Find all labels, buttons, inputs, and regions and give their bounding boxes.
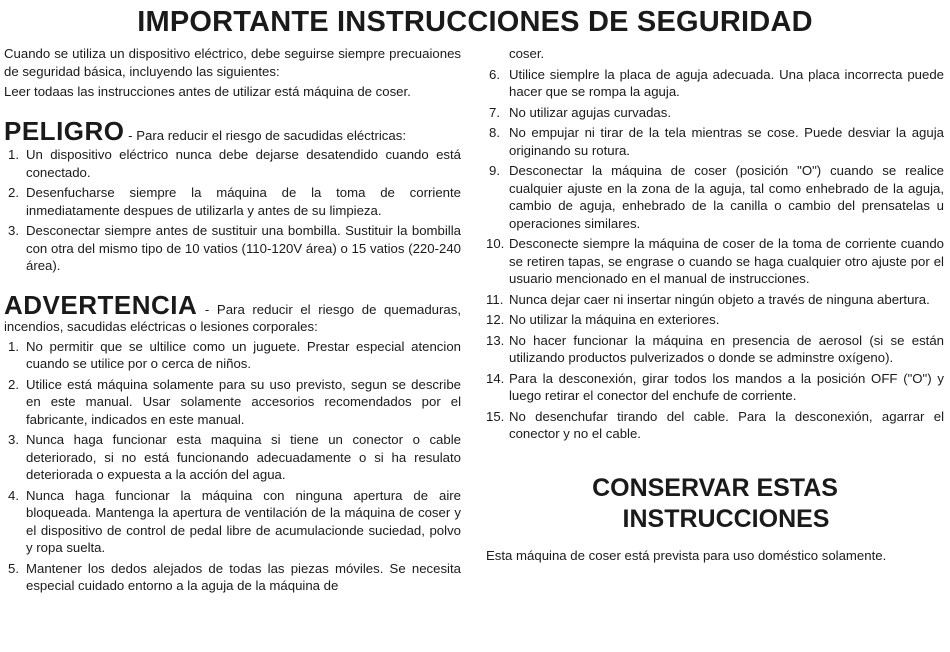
advertencia-subtitle: - Para reducir el riesgo de quemaduras, incendios, sacudidas eléctricas o lesiones corporales: — [4, 301, 461, 334]
item-text: Para la desconexión, girar todos los mandos a la posición OFF ("O") y luego retirar el conector del enchufe de corriente. — [509, 370, 944, 403]
item-number: 12. — [486, 312, 505, 327]
item-text: No utilizar la máquina en exteriores. — [509, 312, 720, 327]
item-text: No hacer funcionar la máquina en presencia de aerosol (si se están utilizando productos pulverizados o donde se adminstre oxígeno). — [509, 332, 944, 365]
right-column — [486, 45, 944, 567]
item-number: 15. — [486, 408, 505, 424]
list-item — [4, 560, 461, 595]
list-item — [486, 332, 944, 367]
list-item — [4, 487, 461, 557]
advertencia-list — [4, 338, 461, 595]
item-text: Nunca dejar caer ni insertar ningún objeto a través de ninguna abertura. — [509, 291, 930, 307]
list-item — [486, 235, 944, 288]
peligro-subtitle: - Para reducir el riesgo de sacudidas eléctricas: — [124, 127, 406, 143]
conservar-line-1: CONSERVAR ESTAS — [592, 473, 838, 502]
item-number: 3. — [8, 223, 19, 238]
list-item — [486, 66, 944, 101]
item-text: Mantener los dedos alejados de todas las piezas móviles. Se necesita especial cuidado entorno a la aguja de la máquina de — [26, 560, 461, 593]
item-text: Utilice siemplre la placa de aguja adecuada. Una placa incorrecta puede hacer que se rompa la aguja. — [509, 66, 944, 99]
peligro-title: PELIGRO — [4, 115, 125, 146]
item-text: Desconectar la máquina de coser (posición "O") cuando se realice cualquier ajuste en la zona de la aguja, tal como enhebrado de la aguja, cambio de aguja, enhebrado de la canilla o cambio del prensatelas u operaciones similares. — [509, 163, 944, 231]
list-item — [486, 124, 944, 159]
conservar-line-2: INSTRUCCIONES — [622, 504, 830, 533]
item-text: No permitir que se ultilice como un juguete. Prestar especial atencion cuando se utilice por o cerca de niños. — [26, 338, 461, 371]
item-text: Desconectar siempre antes de sustituir una bombilla. Sustituir la bombilla con otra del mismo tipo de 10 vatios (110-120V área) o 15 vatios (220-240 área). — [26, 223, 461, 273]
household-use-note: Esta máquina de coser está prevista para uso doméstico solamente. — [486, 547, 887, 563]
list-item — [486, 104, 944, 122]
advertencia-title: ADVERTENCIA — [4, 289, 198, 320]
list-item — [4, 184, 461, 219]
list-item — [4, 338, 461, 373]
item-number: 13. — [486, 332, 505, 348]
item-text: Un dispositivo eléctrico nunca debe dejarse desatendido cuando está conectado. — [26, 147, 461, 180]
item-text: No utilizar agujas curvadas. — [509, 104, 671, 120]
item-number: 7. — [489, 104, 500, 120]
item-number: 6. — [489, 66, 500, 82]
conservar-heading — [486, 473, 944, 535]
item-number: 3. — [8, 432, 19, 447]
item-text: No desenchufar tirando del cable. Para la desconexión, agarrar el conector y no el cable. — [509, 408, 944, 441]
advertencia-heading — [4, 289, 461, 336]
item-text: Nunca haga funcionar esta maquina si tiene un conector o cable deteriorado, si no está funcionando adecuadamente o si ha resulato deteriorada o expuesta a la acción del agua. — [26, 432, 461, 482]
item-text: Desenfucharse siempre la máquina de la toma de corriente inmediatamente despues de utilizarla y antes de su limpieza. — [26, 185, 461, 218]
list-continuation: coser. — [509, 46, 545, 61]
item-number: 8. — [489, 125, 500, 140]
intro-paragraph-2: Leer todaas las instrucciones antes de utilizar está máquina de coser. — [4, 84, 411, 99]
list-item — [486, 162, 944, 232]
item-number: 14. — [486, 370, 505, 386]
list-item — [4, 146, 461, 181]
item-number: 2. — [8, 185, 19, 200]
item-number: 5. — [8, 560, 19, 576]
list-item — [486, 311, 944, 329]
list-item — [4, 376, 461, 429]
peligro-list — [4, 146, 461, 275]
page-title: IMPORTANTE INSTRUCCIONES DE SEGURIDAD — [137, 6, 813, 38]
peligro-heading — [4, 115, 461, 146]
item-number: 11. — [486, 291, 504, 307]
item-text: Nunca haga funcionar la máquina con ninguna apertura de aire bloqueada. Mantenga la apertura de ventilación de la máquina de coser y el dispositivo de control de pedal libre de acumulacionde suciedad, polvo y ropa suelta. — [26, 487, 461, 555]
advertencia-list-continued — [486, 66, 944, 443]
list-item — [486, 291, 944, 309]
list-item — [4, 431, 461, 484]
list-item — [486, 370, 944, 405]
item-number: 1. — [8, 338, 19, 354]
item-number: 9. — [489, 163, 500, 178]
item-number: 10. — [486, 236, 505, 251]
item-number: 2. — [8, 376, 19, 392]
list-item — [4, 222, 461, 275]
item-number: 4. — [8, 487, 19, 503]
intro-paragraph-1: Cuando se utiliza un dispositivo eléctrico, debe seguirse siempre precuaiones de seguridad básica, incluyendo las siguientes: — [4, 46, 461, 79]
item-text: No empujar ni tirar de la tela mientras se cose. Puede desviar la aguja originando su rotura. — [509, 125, 944, 158]
item-text: Desconecte siempre la máquina de coser de la toma de corriente cuando se retiren tapas, se engrase o cuando se haga cualquier otro ajuste por el usuario mencionado en el manual de instrucciones. — [509, 236, 944, 286]
left-column — [4, 45, 461, 598]
item-text: Utilice está máquina solamente para su uso previsto, segun se describe en este manual. Usar solamente accesorios recomendados por el fabricante, indicados en este manual. — [26, 376, 461, 427]
item-number: 1. — [8, 147, 19, 162]
list-item — [486, 408, 944, 443]
